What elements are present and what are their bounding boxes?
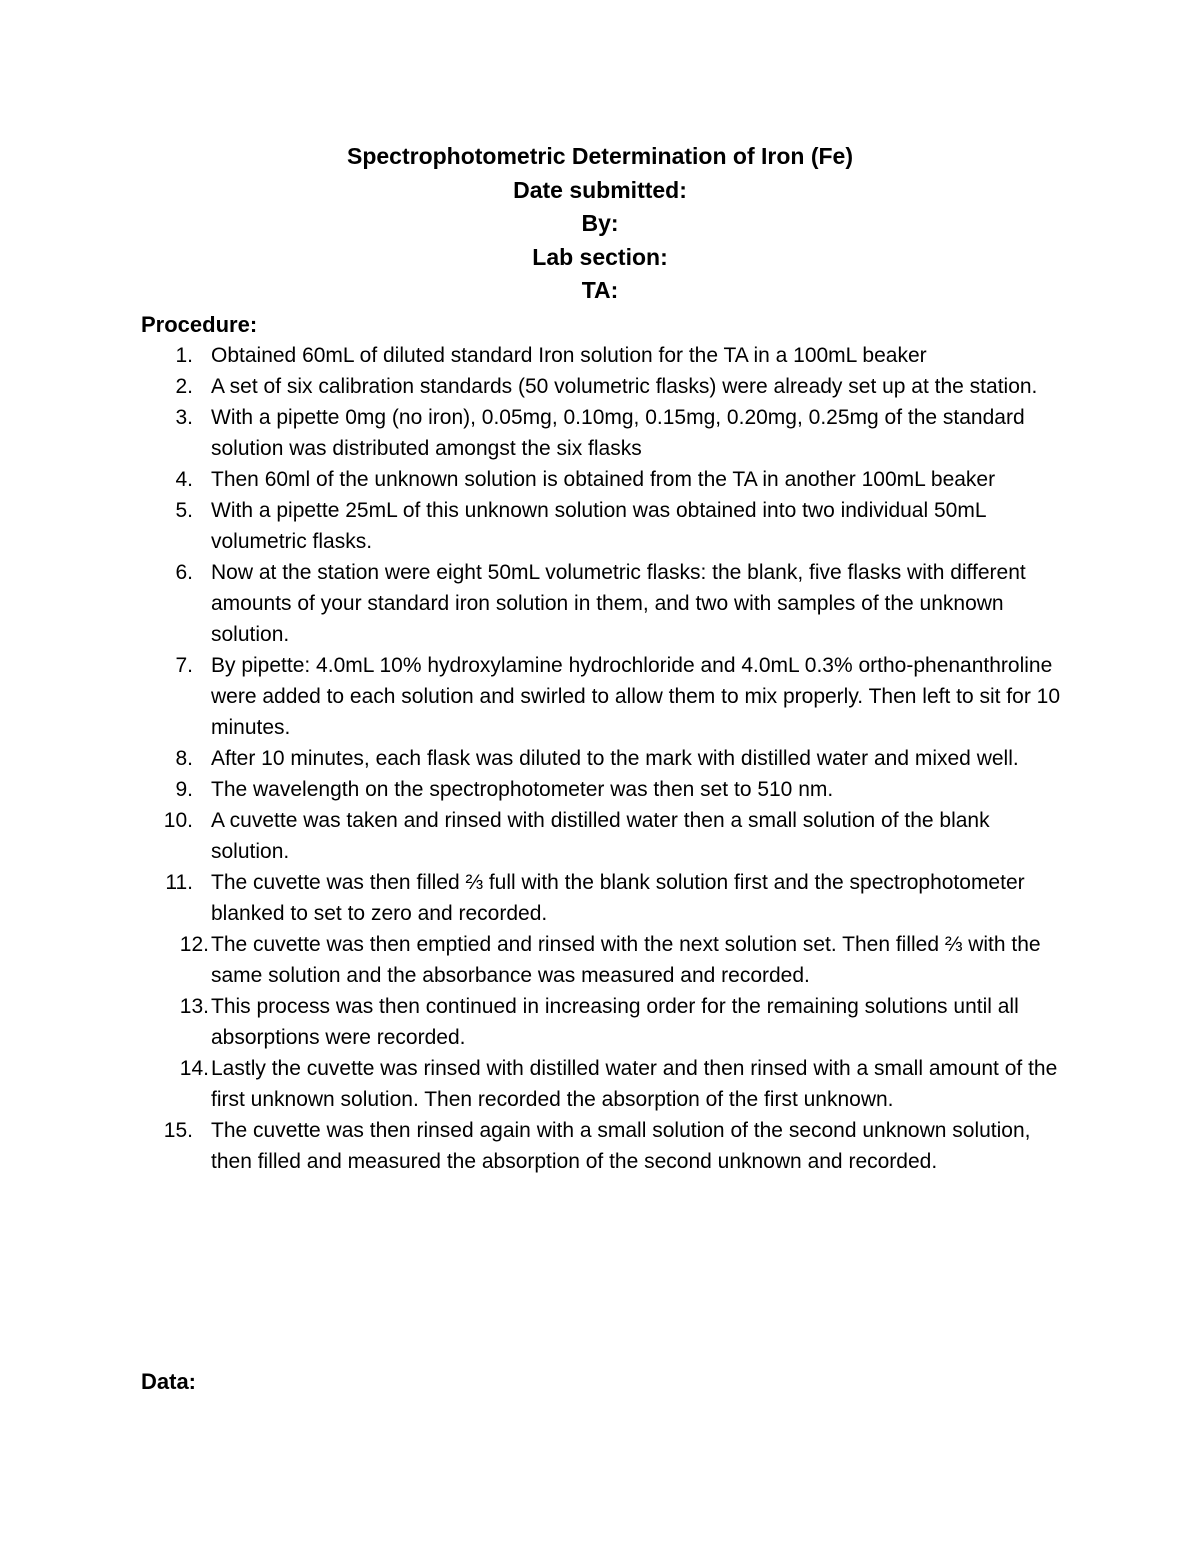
step-number: 7. [175, 654, 193, 677]
procedure-step [0, 805, 1061, 867]
step-text: Obtained 60mL of diluted standard Iron solution for the TA in a 100mL beaker [211, 344, 927, 367]
step-number: 8. [175, 747, 193, 770]
step-number: 9. [175, 778, 193, 801]
procedure-step [0, 743, 1061, 774]
procedure-step [0, 402, 1061, 464]
step-text: By pipette: 4.0mL 10% hydroxylamine hydrochloride and 4.0mL 0.3% ortho-phenanthroline were added to each solution and swirled to allow them to mix properly. Then left to sit for 10 minutes. [211, 654, 1061, 739]
step-text: After 10 minutes, each flask was diluted to the mark with distilled water and mixed well. [211, 747, 1019, 770]
procedure-step [0, 1053, 1061, 1115]
procedure-step [0, 557, 1061, 650]
step-number: 6. [175, 561, 193, 584]
procedure-step [0, 340, 1061, 371]
step-number: 10. [163, 809, 193, 832]
step-number: 1. [175, 344, 193, 367]
step-number: 5. [175, 499, 193, 522]
step-text: A set of six calibration standards (50 volumetric flasks) were already set up at the station. [211, 375, 1038, 398]
document-title: Spectrophotometric Determination of Iron (Fe) [346, 143, 854, 169]
step-number: 2. [175, 375, 193, 398]
step-text: The wavelength on the spectrophotometer was then set to 510 nm. [211, 778, 834, 801]
procedure-step [0, 867, 1061, 929]
procedure-step [0, 991, 1061, 1053]
date-submitted-label: Date submitted: [513, 176, 687, 203]
step-text: This process was then continued in increasing order for the remaining solutions until all absorptions were recorded. [211, 995, 1019, 1049]
step-number: 15. [163, 1119, 193, 1142]
procedure-step [0, 774, 1061, 805]
step-text: With a pipette 25mL of this unknown solution was obtained into two individual 50mL volumetric flasks. [211, 499, 986, 553]
procedure-heading: Procedure: [141, 312, 258, 337]
procedure-steps-list [0, 340, 1200, 1177]
step-text: The cuvette was then rinsed again with a small solution of the second unknown solution, then filled and measured the absorption of the second unknown and recorded. [211, 1119, 1031, 1173]
step-number: 4. [175, 468, 193, 491]
step-text: Then 60ml of the unknown solution is obtained from the TA in another 100mL beaker [211, 468, 996, 491]
procedure-step [0, 464, 1061, 495]
procedure-step [0, 1115, 1061, 1177]
procedure-step [0, 495, 1061, 557]
procedure-step [0, 650, 1061, 743]
author-label: By: [581, 210, 619, 236]
step-text: Now at the station were eight 50mL volumetric flasks: the blank, five flasks with different amounts of your standard iron solution in them, and two with samples of the unknown solution. [211, 561, 1026, 646]
step-number: 12. [179, 933, 209, 956]
step-number: 11. [165, 871, 193, 894]
step-number: 13. [179, 995, 209, 1018]
step-text: The cuvette was then filled ⅔ full with the blank solution first and the spectrophotometer blanked to set to zero and recorded. [211, 871, 1025, 925]
step-number: 3. [175, 406, 193, 429]
step-text: With a pipette 0mg (no iron), 0.05mg, 0.10mg, 0.15mg, 0.20mg, 0.25mg of the standard solution was distributed amongst the six flasks [211, 406, 1025, 460]
step-text: A cuvette was taken and rinsed with distilled water then a small solution of the blank solution. [211, 809, 990, 863]
step-text: Lastly the cuvette was rinsed with distilled water and then rinsed with a small amount of the first unknown solution. Then recorded the absorption of the first unknown. [211, 1057, 1058, 1111]
step-number: 14. [179, 1057, 209, 1080]
lab-section-label: Lab section: [532, 243, 668, 270]
procedure-step [0, 929, 1061, 991]
ta-label: TA: [581, 277, 619, 303]
step-text: The cuvette was then emptied and rinsed with the next solution set. Then filled ⅔ with the same solution and the absorbance was measured and recorded. [211, 933, 1041, 987]
data-heading: Data: [141, 1369, 197, 1394]
procedure-step [0, 371, 1061, 402]
document-header [0, 140, 1200, 308]
